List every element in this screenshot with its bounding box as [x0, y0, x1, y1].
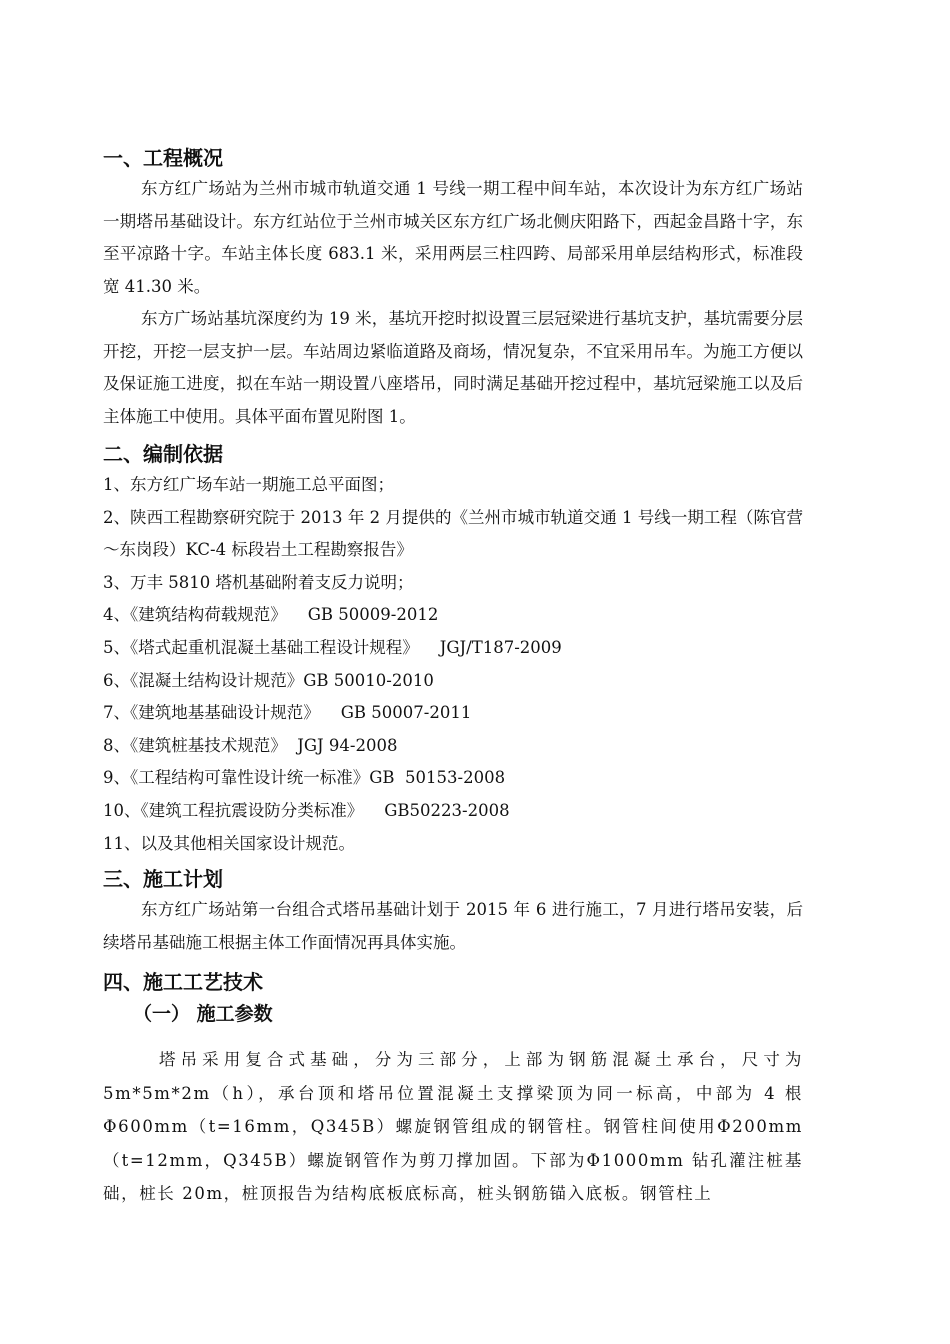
parameters-paragraph: 塔吊采用复合式基础，分为三部分，上部为钢筋混凝土承台，尺寸为 5m*5m*2m（h），承台顶和塔吊位置混凝土支撑梁顶为同一标高，中部为 4 根Φ600mm（t=16mm，Q345B）螺旋钢管组成的钢管柱。钢管柱间使用Φ200mm（t=12mm，Q345B）螺旋钢管作为剪刀撑加固。下部为Φ1000mm 钻孔灌注桩基础，桩长 20m，桩顶报告为结构底板底标高，桩头钢筋锚入底板。钢管柱上	[103, 1050, 803, 1204]
subsection-heading-parameters: （一） 施工参数	[133, 1003, 273, 1026]
basis-item: 4、《建筑结构荷载规范》 GB 50009-2012	[103, 605, 439, 625]
section-heading-plan: 三、施工计划	[103, 867, 223, 892]
basis-item: 3、万丰 5810 塔机基础附着支反力说明；	[103, 572, 414, 592]
basis-item: 9、《工程结构可靠性设计统一标准》GB 50153-2008	[103, 768, 506, 788]
section-heading-overview: 一、工程概况	[103, 146, 223, 170]
basis-item: 6、《混凝土结构设计规范》GB 50010-2010	[103, 670, 434, 690]
section-heading-technology: 四、施工工艺技术	[103, 970, 263, 995]
overview-paragraph-1: 东方红广场站为兰州市城市轨道交通 1 号线一期工程中间车站，本次设计为东方红广场站一期塔吊基础设计。东方红站位于兰州市城关区东方红广场北侧庆阳路下，西起金昌路十字，东至平凉路十字。车站主体长度 683.1 米，采用两层三柱四跨、局部采用单层结构形式，标准段宽 41.30 米。	[103, 179, 803, 296]
plan-paragraph: 东方红广场站第一台组合式塔吊基础计划于 2015 年 6 进行施工，7 月进行塔吊安装，后续塔吊基础施工根据主体工作面情况再具体实施。	[103, 900, 803, 952]
section-heading-basis: 二、编制依据	[103, 442, 223, 466]
basis-item: 7、《建筑地基基础设计规范》 GB 50007-2011	[103, 703, 472, 723]
basis-list	[103, 469, 803, 860]
document-body	[103, 143, 803, 1211]
overview-paragraph-2: 东方广场站基坑深度约为 19 米，基坑开挖时拟设置三层冠梁进行基坑支护，基坑需要分层开挖，开挖一层支护一层。车站周边紧临道路及商场，情况复杂，不宜采用吊车。为施工方便以及保证施工进度，拟在车站一期设置八座塔吊，同时满足基础开挖过程中，基坑冠梁施工以及后主体施工中使用。具体平面布置见附图 1。	[103, 309, 803, 426]
basis-item: 1、东方红广场车站一期施工总平面图；	[103, 475, 394, 494]
basis-item: 10、《建筑工程抗震设防分类标准》 GB50223-2008	[103, 800, 510, 820]
basis-item: 11、以及其他相关国家设计规范。	[103, 833, 355, 853]
basis-item: 2、陕西工程勘察研究院于 2013 年 2 月提供的《兰州市城市轨道交通 1 号线一期工程（陈官营～东岗段）KC-4 标段岩土工程勘察报告》	[103, 507, 803, 560]
basis-item: 5、《塔式起重机混凝土基础工程设计规程》 JGJ/T187-2009	[103, 637, 562, 657]
basis-item: 8、《建筑桩基技术规范》 JGJ 94-2008	[103, 735, 398, 755]
